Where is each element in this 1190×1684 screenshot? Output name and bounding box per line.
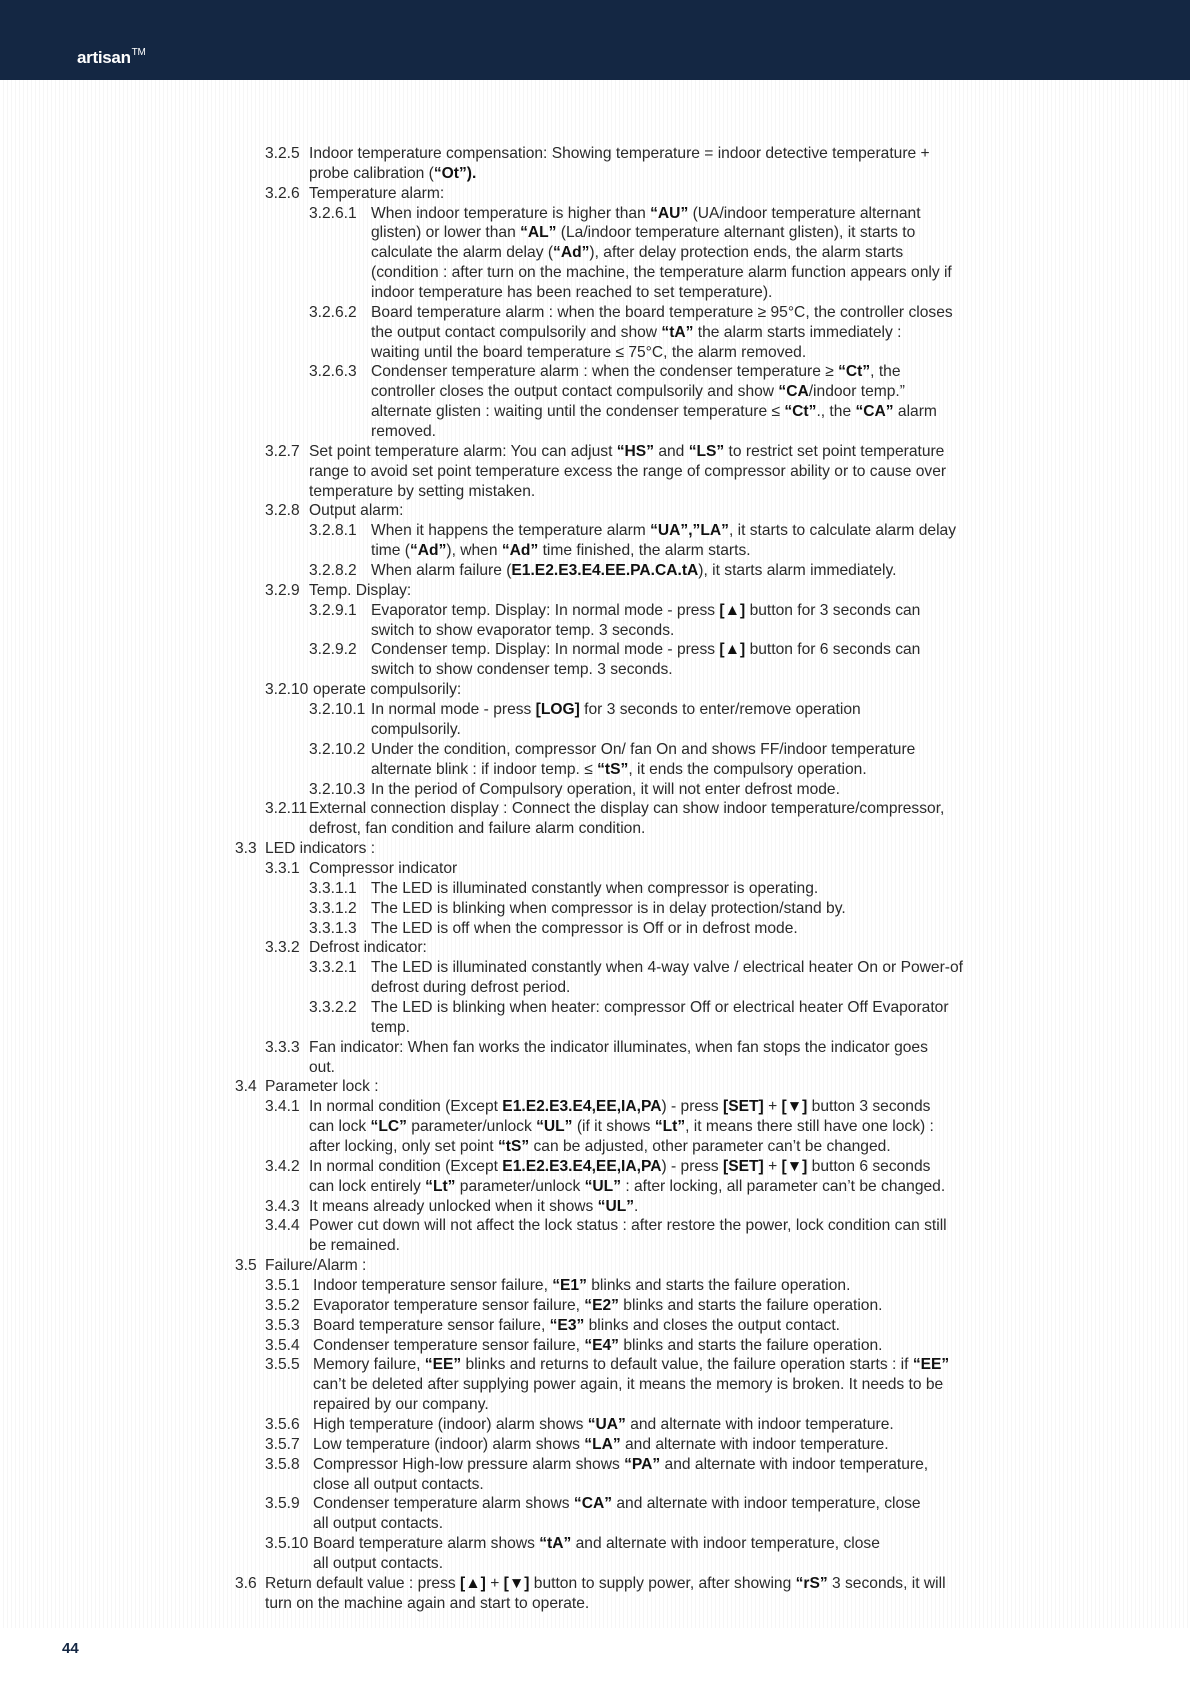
item-number: 3.2.9.1 (309, 601, 357, 619)
continuation-line (0, 482, 1190, 502)
line-text: Failure/Alarm : (265, 1257, 367, 1275)
emphasis: “HS” (616, 442, 654, 460)
emphasis: “Lt” (654, 1118, 686, 1136)
item-number: 3.5.9 (265, 1495, 300, 1513)
item-number: 3.2.6 (265, 184, 300, 202)
line-text: It means already unlocked when it shows “UL”. (309, 1197, 639, 1215)
emphasis: “LA” (584, 1435, 621, 1453)
emphasis: “AL” (520, 224, 557, 242)
line-text: probe calibration (“Ot”). (309, 164, 477, 182)
numbered-line (0, 521, 1190, 541)
continuation-line (0, 978, 1190, 998)
continuation-line (0, 1236, 1190, 1256)
numbered-line (0, 1077, 1190, 1097)
item-number: 3.5.8 (265, 1455, 300, 1473)
line-text: Condenser temp. Display: In normal mode - press [▲] button for 6 seconds can (371, 641, 921, 659)
emphasis: “E3” (549, 1316, 585, 1334)
line-text: Condenser temperature sensor failure, “E4” blinks and starts the failure operation. (313, 1336, 883, 1354)
line-text: Indoor temperature sensor failure, “E1” blinks and starts the failure operation. (313, 1276, 851, 1294)
emphasis: [SET] (723, 1098, 764, 1116)
line-text: can lock entirely “Lt” parameter/unlock “UL” : after locking, all parameter can’t be changed. (309, 1177, 946, 1195)
emphasis: “E1” (552, 1276, 587, 1294)
continuation-line (0, 283, 1190, 303)
emphasis: “Ad” (501, 542, 539, 560)
line-text: defrost, fan condition and failure alarm condition. (309, 820, 646, 838)
numbered-line (0, 184, 1190, 204)
line-text: Condenser temperature alarm : when the condenser temperature ≥ “Ct”, the (371, 363, 901, 381)
continuation-line (0, 541, 1190, 561)
line-text: calculate the alarm delay (“Ad”), after delay protection ends, the alarm starts (371, 244, 904, 262)
document-body (0, 144, 1190, 1614)
numbered-line (0, 879, 1190, 899)
continuation-line (0, 1554, 1190, 1574)
line-text: When indoor temperature is higher than “AU” (UA/indoor temperature alternant (371, 204, 921, 222)
item-number: 3.2.10.3 (309, 780, 366, 798)
item-number: 3.2.10 (265, 681, 309, 699)
numbered-line (0, 1435, 1190, 1455)
numbered-line (0, 1276, 1190, 1296)
line-text: after locking, only set point “tS” can be adjusted, other parameter can’t be changed. (309, 1137, 891, 1155)
emphasis: [▼] (781, 1157, 808, 1175)
line-text: Parameter lock : (265, 1078, 379, 1096)
numbered-line (0, 144, 1190, 164)
line-text: In normal condition (Except E1.E2.E3.E4,EE,IA,PA) - press [SET] + [▼] button 3 seconds (309, 1098, 931, 1116)
line-text: LED indicators : (265, 840, 376, 858)
item-number: 3.4.1 (265, 1098, 300, 1116)
line-text: glisten) or lower than “AL” (La/indoor temperature alternant glisten), it starts to (371, 224, 916, 242)
numbered-line (0, 1296, 1190, 1316)
emphasis: “Lt” (425, 1177, 456, 1195)
item-number: 3.3.2.2 (309, 998, 357, 1016)
line-text: indoor temperature has been reached to set temperature). (371, 284, 773, 302)
line-text: turn on the machine again and start to operate. (265, 1594, 590, 1612)
line-text: repaired by our company. (313, 1396, 489, 1414)
item-number: 3.5.6 (265, 1416, 300, 1433)
emphasis: “EE” (912, 1356, 950, 1374)
numbered-line (0, 362, 1190, 382)
line-text: Evaporator temperature sensor failure, “E2” blinks and starts the failure operation. (313, 1296, 883, 1314)
line-text: Return default value : press [▲] + [▼] button to supply power, after showing “rS” 3 seconds, it will (265, 1574, 946, 1592)
item-number: 3.2.9 (265, 581, 300, 599)
emphasis: “tA” (661, 323, 694, 341)
emphasis: “CA (778, 383, 809, 401)
line-text: The LED is blinking when compressor is in delay protection/stand by. (371, 899, 846, 917)
numbered-line (0, 581, 1190, 601)
item-number: 3.4 (235, 1078, 257, 1096)
line-text: Under the condition, compressor On/ fan On and shows FF/indoor temperature (371, 740, 916, 758)
emphasis: “E2” (584, 1296, 619, 1314)
line-text: defrost during defrost period. (371, 979, 571, 997)
line-text: Evaporator temp. Display: In normal mode - press [▲] button for 3 seconds can (371, 601, 921, 619)
item-number: 3.2.10.2 (309, 740, 366, 758)
item-number: 3.2.6.2 (309, 303, 357, 321)
page-header (0, 0, 1190, 80)
numbered-line (0, 601, 1190, 621)
emphasis: E1.E2.E3.E4,EE,IA,PA (502, 1157, 662, 1175)
emphasis: “PA” (624, 1455, 661, 1473)
continuation-line (0, 422, 1190, 442)
continuation-line (0, 223, 1190, 243)
numbered-line (0, 740, 1190, 760)
line-text: all output contacts. (313, 1555, 444, 1573)
line-text: be remained. (309, 1237, 401, 1255)
numbered-line (0, 1415, 1190, 1435)
line-text: all output contacts. (313, 1515, 444, 1533)
emphasis: “rS” (795, 1574, 828, 1592)
item-number: 3.5.7 (265, 1435, 300, 1453)
continuation-line (0, 1475, 1190, 1495)
brand-name: artisan (77, 48, 131, 67)
line-text: can lock “LC” parameter/unlock “UL” (if it shows “Lt”, it means there still have one lock) : (309, 1118, 934, 1136)
item-number: 3.2.5 (265, 145, 300, 162)
emphasis: [LOG] (535, 701, 580, 719)
line-text: controller closes the output contact compulsorily and show “CA/indoor temp.” (371, 383, 905, 401)
continuation-line (0, 660, 1190, 680)
continuation-line (0, 1058, 1190, 1078)
numbered-line (0, 1574, 1190, 1594)
emphasis: “E4” (584, 1336, 619, 1354)
continuation-line (0, 1137, 1190, 1157)
emphasis: “CA” (855, 403, 894, 421)
emphasis: “UL” (536, 1118, 573, 1136)
item-number: 3.5.5 (265, 1356, 300, 1374)
continuation-line (0, 621, 1190, 641)
item-number: 3.3 (235, 840, 257, 858)
line-text: out. (309, 1058, 336, 1076)
emphasis: E1.E2.E3.E4,EE,IA,PA (502, 1098, 662, 1116)
continuation-line (0, 164, 1190, 184)
numbered-line (0, 1197, 1190, 1217)
item-number: 3.2.11 (265, 800, 308, 818)
continuation-line (0, 382, 1190, 402)
emphasis: “UA” (587, 1416, 626, 1433)
emphasis: “Ct” (784, 403, 817, 421)
continuation-line (0, 263, 1190, 283)
emphasis: “AU” (650, 204, 689, 222)
line-text: removed. (371, 423, 437, 441)
line-text: The LED is off when the compressor is Off or in defrost mode. (371, 919, 798, 937)
item-number: 3.5.1 (265, 1276, 300, 1294)
continuation-line (0, 720, 1190, 740)
continuation-line (0, 243, 1190, 263)
numbered-line (0, 1038, 1190, 1058)
numbered-line (0, 700, 1190, 720)
numbered-line (0, 899, 1190, 919)
line-text: waiting until the board temperature ≤ 75°C, the alarm removed. (371, 343, 807, 361)
line-text: The LED is illuminated constantly when 4-way valve / electrical heater On or Power-of (371, 959, 963, 977)
line-text: Temp. Display: (309, 581, 412, 599)
item-number: 3.5.2 (265, 1296, 300, 1314)
emphasis: “UL” (584, 1177, 621, 1195)
line-text: When it happens the temperature alarm “UA”,”LA”, it starts to calculate alarm delay (371, 522, 957, 540)
emphasis: [▼] (503, 1574, 530, 1592)
line-text: Board temperature alarm shows “tA” and alternate with indoor temperature, close (313, 1535, 880, 1553)
continuation-line (0, 1117, 1190, 1137)
item-number: 3.2.8 (265, 502, 300, 520)
item-number: 3.3.2 (265, 939, 300, 957)
continuation-line (0, 1514, 1190, 1534)
item-number: 3.2.10.1 (309, 701, 366, 719)
emphasis: “Ot” (433, 164, 467, 182)
emphasis: “tA” (539, 1535, 572, 1553)
line-text: The LED is blinking when heater: compressor Off or electrical heater Off Evaporator (371, 998, 949, 1016)
numbered-line (0, 919, 1190, 939)
line-text: Compressor High-low pressure alarm shows “PA” and alternate with indoor temperature, (313, 1455, 929, 1473)
line-text: Temperature alarm: (309, 184, 445, 202)
line-text: close all output contacts. (313, 1475, 484, 1493)
emphasis: “Ct” (838, 363, 871, 381)
numbered-line (0, 938, 1190, 958)
numbered-line (0, 1316, 1190, 1336)
line-text: operate compulsorily: (313, 681, 462, 699)
line-text: Set point temperature alarm: You can adjust “HS” and “LS” to restrict set point temperature (309, 442, 945, 460)
line-text: Fan indicator: When fan works the indicator illuminates, when fan stops the indicator goes (309, 1038, 928, 1056)
line-text: Compressor indicator (309, 859, 458, 877)
numbered-line (0, 998, 1190, 1018)
line-text: Board temperature sensor failure, “E3” blinks and closes the output contact. (313, 1316, 841, 1334)
numbered-line (0, 680, 1190, 700)
continuation-line (0, 819, 1190, 839)
emphasis: “Ad” (553, 244, 590, 262)
line-text: Output alarm: (309, 502, 404, 520)
emphasis: [▼] (781, 1098, 808, 1116)
trademark-mark: TM (131, 47, 146, 58)
emphasis: “LS” (688, 442, 725, 460)
numbered-line (0, 1494, 1190, 1514)
numbered-line (0, 1455, 1190, 1475)
emphasis: [▲] (460, 1574, 486, 1592)
item-number: 3.3.1.2 (309, 899, 357, 917)
continuation-line (0, 402, 1190, 422)
item-number: 3.3.3 (265, 1038, 300, 1056)
emphasis: “CA” (573, 1495, 613, 1513)
item-number: 3.2.8.2 (309, 562, 357, 580)
emphasis: “tS” (497, 1137, 530, 1155)
continuation-line (0, 343, 1190, 363)
numbered-line (0, 1336, 1190, 1356)
line-text: Low temperature (indoor) alarm shows “LA” and alternate with indoor temperature. (313, 1435, 889, 1453)
item-number: 3.4.4 (265, 1217, 300, 1235)
item-number: 3.5.3 (265, 1316, 300, 1334)
item-number: 3.5 (235, 1257, 257, 1275)
numbered-line (0, 561, 1190, 581)
item-number: 3.2.8.1 (309, 522, 357, 540)
numbered-line (0, 1534, 1190, 1554)
emphasis: E1.E2.E3.E4.EE.PA.CA.tA (511, 562, 699, 580)
item-number: 3.2.9.2 (309, 641, 357, 659)
continuation-line (0, 462, 1190, 482)
continuation-line (0, 1375, 1190, 1395)
continuation-line (0, 1018, 1190, 1038)
line-text: Memory failure, “EE” blinks and returns to default value, the failure operation starts : if “EE” (313, 1356, 950, 1374)
numbered-line (0, 501, 1190, 521)
line-text: the output contact compulsorily and show “tA” the alarm starts immediately : (371, 323, 902, 341)
emphasis: ). (466, 164, 477, 182)
line-text: In normal mode - press [LOG] for 3 seconds to enter/remove operation (371, 701, 861, 719)
line-text: (condition : after turn on the machine, the temperature alarm function appears only if (371, 264, 952, 282)
line-text: switch to show evaporator temp. 3 seconds. (371, 621, 675, 639)
continuation-line (0, 323, 1190, 343)
line-text: Condenser temperature alarm shows “CA” and alternate with indoor temperature, close (313, 1495, 921, 1513)
emphasis: “EE” (424, 1356, 462, 1374)
line-text: switch to show condenser temp. 3 seconds. (371, 661, 673, 679)
line-text: compulsorily. (371, 720, 461, 738)
item-number: 3.6 (235, 1574, 257, 1592)
emphasis: “LC” (370, 1118, 407, 1136)
continuation-line (0, 1395, 1190, 1415)
line-text: Indoor temperature compensation: Showing temperature = indoor detective temperature + (309, 145, 930, 162)
item-number: 3.3.1.1 (309, 879, 357, 897)
item-number: 3.2.7 (265, 442, 300, 460)
numbered-line (0, 1097, 1190, 1117)
emphasis: [▲] (719, 601, 746, 619)
line-text: temp. (371, 1018, 410, 1036)
numbered-line (0, 799, 1190, 819)
line-text: In the period of Compulsory operation, it will not enter defrost mode. (371, 780, 840, 798)
numbered-line (0, 303, 1190, 323)
numbered-line (0, 204, 1190, 224)
line-text: time (“Ad”), when “Ad” time finished, the alarm starts. (371, 542, 751, 560)
continuation-line (0, 1594, 1190, 1614)
emphasis: “UL” (597, 1197, 635, 1215)
numbered-line (0, 1256, 1190, 1276)
line-text: range to avoid set point temperature excess the range of compressor ability or to cause over (309, 462, 947, 480)
emphasis: “Ad” (409, 542, 447, 560)
item-number: 3.2.6.3 (309, 363, 357, 381)
continuation-line (0, 1177, 1190, 1197)
item-number: 3.3.2.1 (309, 959, 357, 977)
numbered-line (0, 780, 1190, 800)
numbered-line (0, 839, 1190, 859)
brand-logo (77, 48, 146, 68)
line-text: In normal condition (Except E1.E2.E3.E4,EE,IA,PA) - press [SET] + [▼] button 6 seconds (309, 1157, 931, 1175)
page-number: 44 (62, 1640, 79, 1657)
item-number: 3.5.10 (265, 1535, 309, 1553)
item-number: 3.5.4 (265, 1336, 300, 1354)
emphasis: “UA”,”LA” (650, 522, 729, 540)
numbered-line (0, 859, 1190, 879)
numbered-line (0, 442, 1190, 462)
line-text: temperature by setting mistaken. (309, 482, 536, 500)
line-text: External connection display : Connect the display can show indoor temperature/compressor, (309, 800, 945, 818)
line-text: Power cut down will not affect the lock status : after restore the power, lock condition can still (309, 1217, 947, 1235)
line-text: Defrost indicator: (309, 939, 427, 957)
item-number: 3.4.3 (265, 1197, 300, 1215)
line-text: The LED is illuminated constantly when compressor is operating. (371, 879, 819, 897)
emphasis: [SET] (723, 1157, 764, 1175)
numbered-line (0, 1355, 1190, 1375)
continuation-line (0, 760, 1190, 780)
numbered-line (0, 1157, 1190, 1177)
line-text: alternate blink : if indoor temp. ≤ “tS”, it ends the compulsory operation. (371, 760, 867, 778)
line-text: alternate glisten : waiting until the condenser temperature ≤ “Ct”., the “CA” alarm (371, 403, 937, 421)
line-text: Board temperature alarm : when the board temperature ≥ 95°C, the controller closes (371, 303, 953, 321)
item-number: 3.3.1.3 (309, 919, 357, 937)
numbered-line (0, 640, 1190, 660)
line-text: When alarm failure (E1.E2.E3.E4.EE.PA.CA.tA), it starts alarm immediately. (371, 562, 897, 580)
emphasis: “tS” (597, 760, 629, 778)
line-text: can’t be deleted after supplying power again, it means the memory is broken. It needs to be (313, 1376, 944, 1394)
page-footer (0, 1628, 1190, 1684)
item-number: 3.3.1 (265, 859, 300, 877)
numbered-line (0, 958, 1190, 978)
line-text: High temperature (indoor) alarm shows “UA” and alternate with indoor temperature. (313, 1416, 894, 1433)
emphasis: [▲] (719, 641, 746, 659)
item-number: 3.4.2 (265, 1157, 300, 1175)
item-number: 3.2.6.1 (309, 204, 357, 222)
numbered-line (0, 1216, 1190, 1236)
